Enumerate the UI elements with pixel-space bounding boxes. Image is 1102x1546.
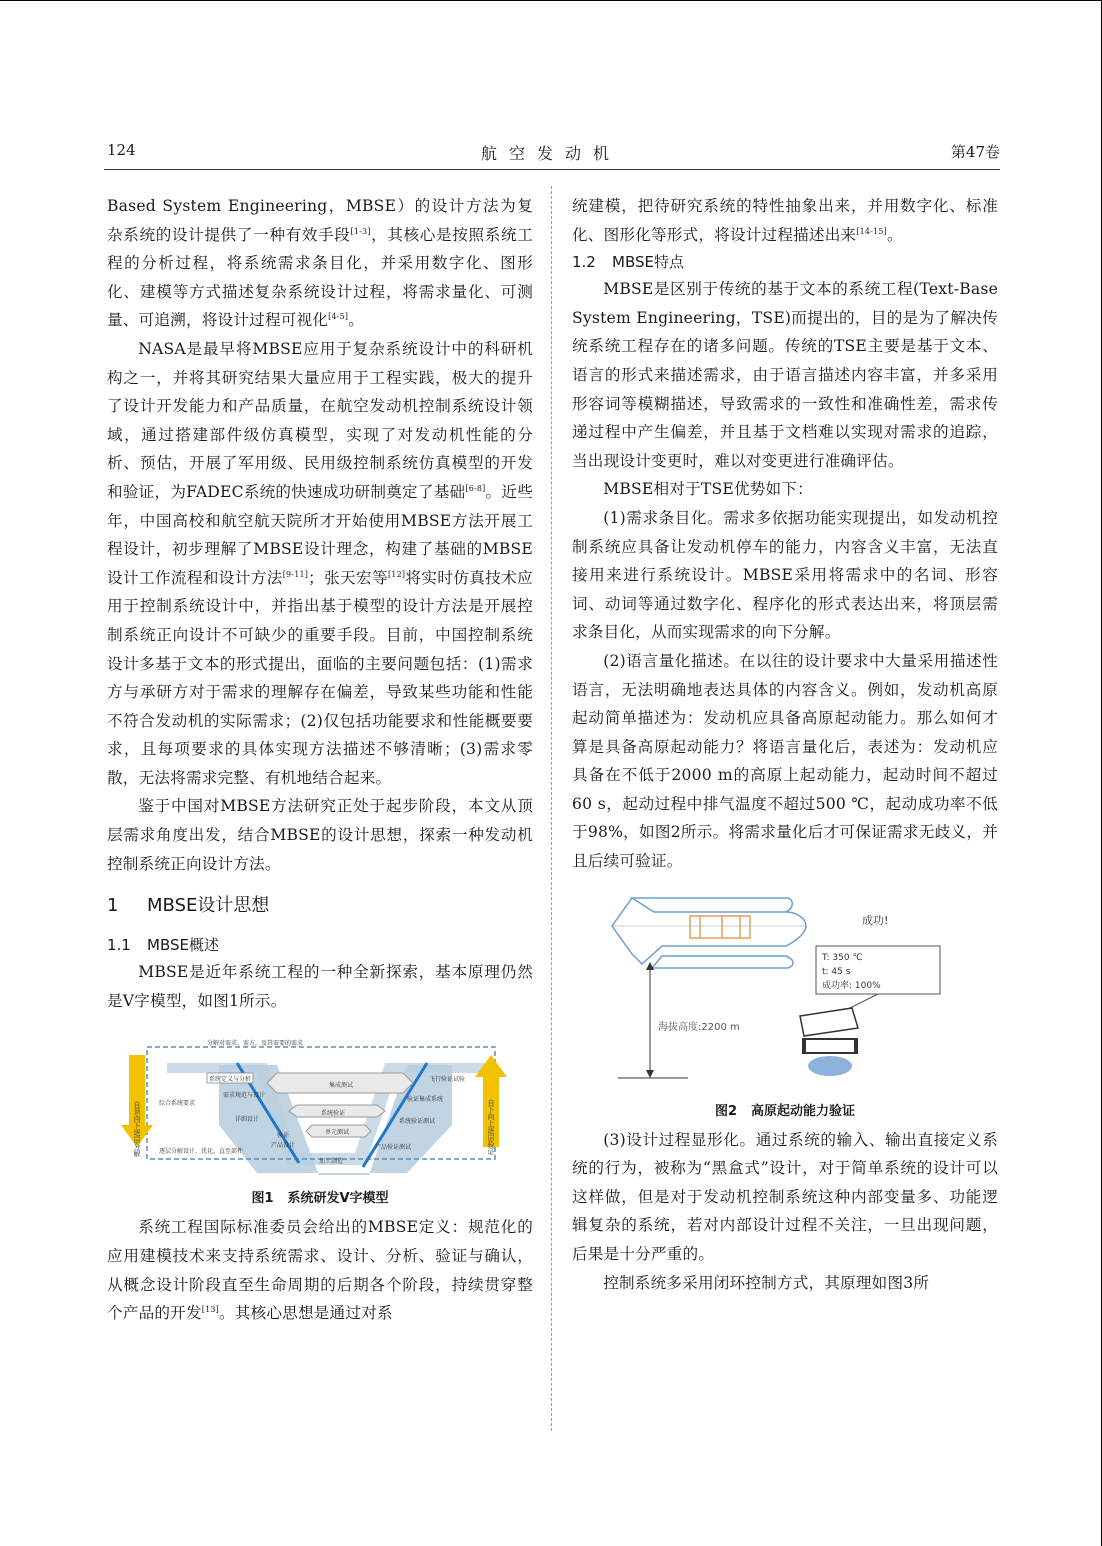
paragraph: MBSE是区别于传统的基于文本的系统工程(Text-Base System Engineering，TSE)而提出的，目的是为了解决传统系统工程存在的诸多问题。传统的TSE主要是基于文本、语言的形式来描述需求，由于语言描述内容丰富，并多采用形容词等模糊描述，导致需求的一致性和准确性差，需求传递过程中产生偏差，并且基于文档难以实现对需求的追踪，当出现设计变更时，难以对变更进行准确评估。 (572, 280, 998, 470)
crop-mark-top (0, 0, 1102, 1)
arrow-label: 集成测试 (329, 1082, 354, 1090)
left-column (107, 192, 533, 1328)
success-label: 成功! (862, 913, 889, 927)
bottom-label: 加工制造 (319, 1158, 344, 1166)
paragraph: 统建模，把待研究系统的特性抽象出来，并用数字化、标准化、图形化等形式，将设计过程描述出来[14-15]。 (572, 197, 998, 244)
left-arrow-label: 自顶向下逐层分解 (133, 1101, 141, 1158)
right-box-label: 飞行验证试验 (429, 1076, 466, 1084)
right-box-label: 验证集成系统 (407, 1096, 444, 1104)
subsection-heading: 1.1 MBSE概述 (107, 936, 219, 955)
box-label: 产品设计 (271, 1142, 296, 1150)
figure-1-caption: 图1 系统研发V字模型 (251, 1191, 389, 1207)
paragraph: NASA是最早将MBSE应用于复杂系统设计中的科研机构之一，并将其研究结果大量应用于工程实践，极大的提升了设计开发能力和产品质量，在航空发动机控制系统设计领域，通过搭建部件级仿真模型，实现了对发动机性能的分析、预估，开展了军用级、民用级控制系统仿真模型的开发和验证，为FADEC系统的快速成功研制奠定了基础[6-8]。近些年，中国高校和航空航天院所才开始使用MBSE方法开展工程设计，初步理解了MBSE设计理念，构建了基础的MBSE设计工作流程和设计方法[9-11]；张天宏等[12]将实时仿真技术应用于控制系统设计中，并指出基于模型的设计方法是开展控制系统正向设计不可缺少的重要手段。目前，中国控制系统设计多基于文本的形式提出，面临的主要问题包括：(1)需求方与承研方对于需求的理解存在偏差，导致某些功能和性能不符合发动机的实际需求；(2)仅包括功能要求和性能概要要求，且每项要求的具体实现方法描述不够清晰；(3)需求零散，无法将需求完整、有机地结合起来。 (107, 339, 533, 787)
right-box-label: 产品验证测试 (375, 1144, 412, 1152)
engine-body (612, 898, 806, 964)
journal-title: 航空发动机 (480, 144, 621, 163)
arrow-label: 系统验证 (321, 1110, 346, 1118)
result-rate: 成功率: 100% (822, 980, 881, 991)
engine-core (690, 916, 750, 938)
paragraph: MBSE是近年系统工程的一种全新探索，基本原理仍然是V字模型，如图1所示。 (107, 963, 533, 1010)
section-heading: 1 MBSE设计思想 (107, 895, 270, 917)
volume-label: 第47卷 (950, 143, 1000, 161)
engine-nacelle-top (632, 898, 792, 912)
laptop-screen-icon (800, 1008, 858, 1036)
paragraph: 系统工程国际标准委员会给出的MBSE定义：规范化的应用建模技术来支持系统需求、设计、分析、验证与确认，从概念设计阶段直至生命周期的后期各个阶段，持续贯穿整个产品的开发[13]。其核心思想是通过对系 (107, 1218, 533, 1323)
right-box-label: 系统验证测试 (399, 1118, 436, 1126)
figure-1 (107, 1025, 533, 1185)
right-arrow-label: 自下向上逐层验证 (487, 1099, 495, 1156)
result-temp: T: 350 ℃ (822, 952, 863, 963)
v-model-diagram (107, 1025, 533, 1185)
paragraph: 鉴于中国对MBSE方法研究正处于起步阶段，本文从顶层需求角度出发，结合MBSE的设计思想，探索一种发动机控制系统正向设计方法。 (107, 797, 533, 873)
figure-2 (572, 890, 998, 1098)
altitude-start-diagram (572, 890, 998, 1098)
paragraph: (2)语言量化描述。在以往的设计要求中大量采用描述性语言，无法明确地表达具体的内容含义。例如，发动机高原起动简单描述为：发动机应具备高原起动能力。那么如何才算是具备高原起动能力？将语言量化后，表述为：发动机应具备在不低于2000 m的高原上起动能力，起动时间不超过60 s，起动过程中排气温度不超过500 ℃，起动成功率不低于98%，如图2所示。将需求量化后才可保证需求无歧义，并且后续可验证。 (572, 651, 998, 871)
laptop-keyboard-icon (806, 1040, 854, 1052)
altitude-label: 海拔高度:2200 m (658, 1021, 740, 1033)
altitude-arrow-down-icon (646, 1070, 654, 1078)
page-number: 124 (107, 141, 136, 159)
right-column (572, 192, 998, 1297)
left-bottom-label: 逐层分解设计，优化，直至部件 (159, 1148, 244, 1156)
arrow-label: 单元测试 (325, 1129, 350, 1137)
paragraph: 控制系统多采用闭环控制方式，其原理如图3所 (603, 1273, 930, 1292)
paragraph: (3)设计过程显形化。通过系统的输入、输出直接定义系统的行为，被称为“黑盒式”设计，对于简单系统的设计可以这样做，但是对于发动机控制系统这种内部变量多、功能逻辑复杂的系统，若对内部设计过程不关注，一旦出现问题，后果是十分严重的。 (572, 1130, 998, 1264)
top-note: 分解对需求、需方，及其需要的需求 (207, 1040, 304, 1048)
paragraph: (1)需求条目化。需求多依据功能实现提出，如发动机控制系统应具备让发动机停车的能力，内容含义丰富，无法直接用来进行系统设计。MBSE采用将需求中的名词、形容词、动词等通过数字化、程序化的形式表达出来，将顶层需求条目化，从而实现需求的向下分解。 (572, 508, 998, 642)
operator-icon (808, 1056, 852, 1076)
result-time: t: 45 s (822, 966, 851, 977)
box-label: 需求规范与设计 (223, 1092, 266, 1100)
header-rule (104, 169, 1000, 170)
paragraph: Based System Engineering，MBSE）的设计方法为复杂系统的设计提供了一种有效手段[1-3]，其核心是按照系统工程的分析过程，将系统需求条目化，并采用数字化、图形化、建模等方式描述复杂系统设计过程，将需求量化、可测量、可追溯，将设计过程可视化[4-5]。 (107, 197, 533, 330)
box-label: 详细设计 (235, 1116, 260, 1124)
figure-2-caption: 图2 高原起动能力验证 (714, 1103, 856, 1119)
column-divider (551, 186, 552, 1431)
verify-label: 验证 (277, 1132, 290, 1140)
left-mid-label: 综合系统要求 (159, 1100, 196, 1108)
engine-nacelle-bottom (652, 956, 793, 968)
paragraph: MBSE相对于TSE优势如下： (603, 480, 813, 499)
subsection-heading: 1.2 MBSE特点 (572, 253, 684, 272)
box-label: 系统定义与分析 (209, 1076, 252, 1084)
